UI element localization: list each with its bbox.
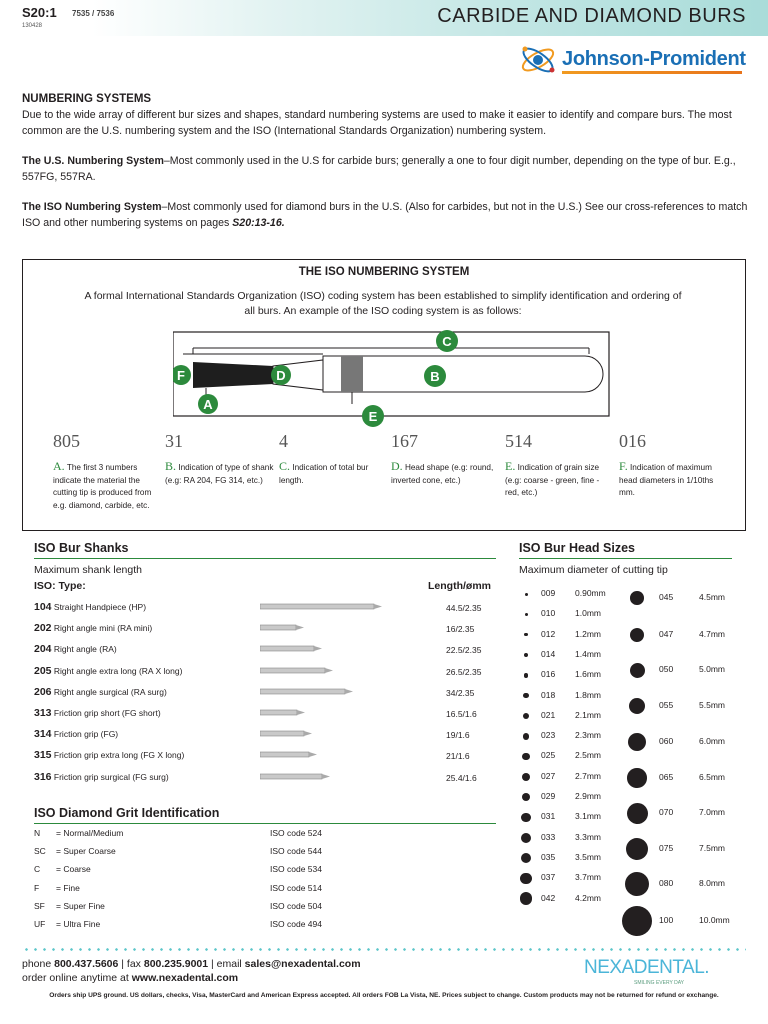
marker-C — [436, 330, 458, 352]
head-size-code: 021 — [541, 709, 556, 720]
shank-image-icon — [260, 750, 390, 760]
shank-length: 19/1.6 — [446, 730, 470, 741]
head-size-code: 027 — [541, 770, 556, 781]
grit-name: = Normal/Medium — [56, 828, 124, 838]
head-size-code: 025 — [541, 750, 556, 761]
iso-code-text: The first 3 numbers indicate the material the cutting tip is produced from e.g. diamond, carbide, etc. — [53, 463, 152, 510]
head-size-dot — [630, 591, 644, 605]
head-size-mm: 10.0mm — [699, 915, 730, 925]
shank-image-icon — [260, 687, 390, 697]
phone-number[interactable]: 800.437.5606 — [54, 958, 119, 970]
iso-box-title: THE ISO NUMBERING SYSTEM — [298, 266, 470, 278]
iso-code-column — [279, 431, 389, 487]
shank-image-icon — [260, 772, 390, 782]
head-size-row — [519, 649, 629, 667]
iso-code-number: 31 — [165, 431, 183, 451]
head-size-dot — [521, 853, 532, 864]
phone-label: phone — [22, 958, 55, 970]
grit-code: N — [34, 828, 41, 838]
shank-row — [34, 622, 494, 643]
doc-date: 130428 — [22, 23, 43, 29]
head-size-mm: 2.5mm — [575, 750, 601, 761]
fax-number: 800.235.9001 — [143, 958, 209, 970]
head-size-code: 055 — [659, 700, 674, 710]
head-size-dot — [520, 873, 531, 884]
shanks-type-header: ISO: Type: — [34, 580, 86, 592]
page-title: CARBIDE AND DIAMOND BURS — [437, 5, 746, 27]
iso-code-letter: C. — [279, 459, 291, 473]
shank-iso-number: 314 — [34, 728, 52, 741]
head-size-mm: 6.0mm — [699, 736, 725, 746]
shank-length: 22.5/2.35 — [446, 645, 482, 656]
head-size-row — [519, 791, 629, 809]
head-size-dot — [522, 753, 530, 761]
grit-code: F — [34, 882, 40, 893]
grit-code: SF — [34, 900, 45, 911]
shank-iso-number: 104 — [34, 601, 52, 613]
head-size-mm: 4.2mm — [575, 892, 601, 903]
iso-code-letter: F. — [619, 459, 628, 473]
head-size-mm: 8.0mm — [699, 878, 725, 888]
intro-section — [22, 92, 752, 245]
iso-code-number: 167 — [391, 431, 418, 451]
head-size-code: 050 — [659, 664, 674, 674]
head-size-mm: 3.5mm — [575, 851, 601, 862]
fax-label: | fax — [118, 958, 144, 970]
shank-type-name: Friction grip short (FG short) — [53, 708, 161, 718]
shank-row — [34, 665, 494, 686]
grit-iso-code: ISO code 504 — [270, 900, 322, 911]
us-system-paragraph — [22, 153, 752, 185]
grit-row — [34, 864, 474, 882]
head-size-dot — [626, 838, 649, 861]
iso-system-paragraph — [22, 199, 752, 231]
head-size-dot — [522, 773, 530, 781]
grit-name: = Super Fine — [56, 900, 105, 911]
us-system-text: –Most commonly used in the U.S for carbide burs; generally a one to four digit number, depending on the type of bur. E.g., 557FG, 557RA. — [22, 155, 736, 183]
shank-iso-number: 205 — [34, 664, 52, 677]
iso-code-text: Head shape (e.g: round, inverted cone, etc.) — [391, 463, 494, 485]
head-size-dot — [629, 698, 646, 715]
head-size-code: 029 — [541, 791, 556, 801]
order-label: order online anytime at — [22, 972, 132, 984]
shank-length: 21/1.6 — [446, 751, 470, 762]
heads-title: ISO Bur Head Sizes — [519, 541, 636, 555]
grit-row — [34, 883, 474, 901]
head-size-dot — [522, 793, 531, 802]
head-size-code: 042 — [541, 892, 556, 903]
shanks-length-header: Length/ømm — [428, 580, 491, 592]
shank-type-name: Right angle extra long (RA X long) — [53, 665, 183, 676]
head-size-mm: 2.9mm — [575, 791, 601, 801]
shank-row — [34, 707, 494, 728]
head-size-code: 065 — [659, 772, 674, 782]
head-size-code: 070 — [659, 807, 674, 817]
head-size-mm: 3.7mm — [575, 872, 601, 883]
head-size-dot — [524, 653, 528, 657]
head-size-dot — [628, 733, 646, 751]
head-size-row — [519, 750, 629, 768]
email-label: | email — [208, 958, 245, 970]
footer-dotted-rule — [22, 948, 746, 951]
grit-rule — [34, 823, 496, 824]
head-size-dot — [523, 693, 528, 698]
iso-code-text: Indication of grain size (e.g: coarse - green, fine - red, etc.) — [505, 463, 600, 497]
shank-row — [34, 601, 494, 622]
head-size-dot — [525, 613, 528, 616]
head-size-dot — [520, 892, 533, 905]
head-size-mm: 1.4mm — [575, 648, 601, 659]
svg-text:B: B — [430, 369, 440, 384]
iso-code-description — [53, 460, 163, 512]
johnson-promident-logo — [518, 40, 748, 80]
shank-length: 44.5/2.35 — [446, 603, 482, 613]
head-size-row — [519, 669, 629, 687]
head-size-mm: 4.5mm — [699, 592, 725, 602]
grit-iso-code: ISO code 534 — [270, 864, 322, 875]
iso-pages-link[interactable]: S20:13-16. — [232, 217, 285, 229]
head-size-mm: 1.6mm — [575, 669, 601, 680]
shank-length: 26.5/2.35 — [446, 666, 482, 677]
marker-D — [271, 365, 291, 385]
shank-type-name: Friction grip extra long (FG X long) — [53, 750, 185, 761]
head-size-code: 010 — [541, 608, 556, 619]
shank-row — [34, 686, 494, 707]
head-size-row — [621, 772, 731, 790]
grit-code: C — [34, 864, 41, 875]
head-size-dot — [521, 813, 530, 822]
head-size-mm: 5.0mm — [699, 664, 725, 674]
order-line — [22, 972, 238, 984]
iso-system-label: The ISO Numbering System — [22, 201, 162, 213]
head-size-mm: 6.5mm — [699, 772, 725, 782]
shank-image-icon — [260, 644, 390, 654]
iso-code-letter: B. — [165, 459, 177, 473]
grit-code: SC — [34, 846, 46, 857]
grit-iso-code: ISO code 544 — [270, 846, 322, 857]
iso-code-number: 805 — [53, 431, 80, 451]
shank-length: 25.4/1.6 — [446, 772, 477, 783]
page-code: S20:1 — [22, 5, 57, 20]
head-size-dot — [523, 713, 529, 719]
iso-code-description — [279, 460, 389, 487]
head-size-mm: 1.0mm — [575, 608, 601, 619]
head-size-code: 023 — [541, 730, 556, 741]
head-size-code: 075 — [659, 843, 674, 853]
head-size-code: 100 — [659, 915, 674, 925]
shank-type-name: Straight Handpiece (HP) — [53, 602, 147, 612]
heads-subtitle: Maximum diameter of cutting tip — [519, 564, 668, 576]
iso-code-description — [619, 460, 729, 500]
head-size-row — [519, 690, 629, 708]
marker-B — [424, 365, 446, 387]
head-size-row — [621, 664, 731, 682]
intro-paragraph: Due to the wide array of different bur sizes and shapes, standard numbering systems are used to make it easier to identify and compare burs. The most common are the U.S. numbering system and the ISO (International Standards Organization) numbering system. — [22, 109, 732, 137]
head-size-code: 045 — [659, 592, 674, 602]
logo-text: Johnson-Promident — [562, 48, 746, 70]
shank-image-icon — [260, 666, 390, 676]
nexadental-tagline: SMILING EVERY DAY — [634, 980, 685, 986]
shank-row — [34, 749, 494, 770]
marker-A — [198, 394, 218, 414]
iso-code-column — [505, 431, 615, 500]
svg-text:D: D — [276, 368, 286, 383]
shank-image-icon — [260, 602, 390, 612]
head-size-dot — [627, 803, 648, 824]
head-size-row — [519, 608, 629, 626]
atom-logo-icon — [518, 40, 560, 80]
iso-code-column — [619, 431, 729, 500]
head-size-row — [621, 915, 731, 933]
shank-iso-number: 202 — [34, 622, 52, 635]
head-size-mm: 2.7mm — [575, 770, 601, 781]
head-size-code: 080 — [659, 878, 674, 888]
nexadental-wordmark: NEXADENTAL. — [584, 957, 710, 978]
iso-code-column — [53, 431, 163, 512]
iso-code-number: 016 — [619, 431, 646, 451]
shank-image-icon — [260, 729, 390, 739]
grit-title: ISO Diamond Grit Identification — [34, 806, 220, 820]
shank-type-name: Friction grip (FG) — [53, 729, 119, 740]
iso-code-text: Indication of total bur length. — [279, 463, 369, 485]
iso-code-number: 4 — [279, 431, 288, 451]
grit-iso-code: ISO code 514 — [270, 882, 322, 893]
svg-text:E: E — [368, 409, 378, 424]
grit-row — [34, 919, 474, 937]
shank-type-name: Friction grip surgical (FG surg) — [53, 771, 169, 782]
head-size-row — [519, 629, 629, 647]
shank-iso-number: 316 — [34, 770, 52, 783]
head-size-row — [621, 629, 731, 647]
iso-code-letter: A. — [53, 459, 65, 473]
head-size-code: 031 — [541, 811, 556, 822]
shank-type-name: Right angle mini (RA mini) — [53, 623, 153, 634]
website-link[interactable]: www.nexadental.com — [131, 972, 239, 984]
head-size-row — [519, 832, 629, 850]
head-size-dot — [524, 633, 528, 637]
head-size-row — [519, 811, 629, 829]
shank-length: 34/2.35 — [446, 687, 475, 698]
iso-code-description — [165, 460, 275, 487]
numbering-heading: NUMBERING SYSTEMS — [22, 93, 152, 105]
shank-image-icon — [260, 623, 390, 633]
head-size-mm: 3.1mm — [575, 811, 601, 822]
iso-code-number: 514 — [505, 431, 532, 451]
shank-iso-number: 315 — [34, 749, 52, 762]
head-size-dot — [625, 872, 649, 896]
shank-image-icon — [260, 708, 390, 718]
head-size-row — [621, 807, 731, 825]
marker-E — [362, 405, 384, 427]
head-size-mm: 3.3mm — [575, 831, 601, 842]
head-size-mm: 4.7mm — [699, 629, 725, 639]
head-size-row — [621, 843, 731, 861]
head-size-mm: 0.90mm — [575, 588, 606, 598]
iso-box-description: A formal International Standards Organization (ISO) coding system has been established to simplify identification and ordering of all burs. An example of the ISO coding system is as follows: — [84, 290, 682, 317]
grit-iso-code: ISO code 524 — [270, 828, 322, 838]
head-size-mm: 2.3mm — [575, 730, 601, 741]
shanks-subtitle: Maximum shank length — [34, 564, 142, 576]
svg-text:A: A — [203, 397, 213, 412]
head-size-mm: 1.2mm — [575, 628, 601, 639]
svg-text:C: C — [442, 334, 452, 349]
grit-row — [34, 846, 474, 864]
nexadental-logo — [584, 955, 734, 989]
head-size-code: 035 — [541, 851, 556, 862]
head-size-dot — [630, 628, 644, 642]
shanks-title: ISO Bur Shanks — [34, 541, 129, 555]
grit-name: = Fine — [56, 882, 80, 893]
shank-type-name: Right angle surgical (RA surg) — [53, 686, 167, 697]
head-size-dot — [524, 673, 529, 678]
head-size-code: 037 — [541, 872, 556, 883]
head-size-mm: 7.0mm — [699, 807, 725, 817]
iso-numbering-box — [22, 259, 746, 531]
head-size-code: 033 — [541, 831, 556, 842]
svg-text:F: F — [177, 368, 185, 383]
grit-name: = Super Coarse — [56, 846, 116, 857]
head-size-row — [519, 710, 629, 728]
grit-name: = Ultra Fine — [56, 919, 101, 929]
shank-type-name: Right angle (RA) — [53, 644, 117, 655]
contact-line — [22, 958, 361, 970]
shank-iso-number: 204 — [34, 643, 52, 656]
iso-code-letter: E. — [505, 459, 516, 473]
head-size-mm: 1.8mm — [575, 689, 601, 700]
head-size-row — [621, 736, 731, 754]
head-size-row — [519, 771, 629, 789]
head-size-dot — [523, 733, 530, 740]
marker-F — [173, 365, 191, 385]
head-size-code: 012 — [541, 628, 556, 639]
head-size-row — [519, 730, 629, 748]
catalog-codes: 7535 / 7536 — [72, 9, 115, 18]
us-system-label: The U.S. Numbering System — [22, 155, 164, 167]
head-size-row — [519, 872, 629, 890]
head-size-code: 018 — [541, 689, 556, 700]
head-size-row — [519, 588, 629, 606]
shank-length: 16.5/1.6 — [446, 709, 477, 719]
logo-underline — [562, 71, 742, 74]
iso-code-letter: D. — [391, 459, 403, 473]
head-size-dot — [525, 593, 528, 596]
head-size-row — [621, 592, 731, 610]
head-size-dot — [622, 906, 652, 936]
shank-row — [34, 771, 494, 792]
head-size-row — [519, 852, 629, 870]
head-size-mm: 7.5mm — [699, 843, 725, 853]
bur-diagram — [173, 330, 613, 430]
head-size-row — [621, 700, 731, 718]
iso-code-description — [505, 460, 615, 500]
head-size-code: 014 — [541, 648, 556, 659]
shank-row — [34, 728, 494, 749]
iso-code-description — [391, 460, 501, 487]
head-size-code: 060 — [659, 736, 674, 746]
shank-iso-number: 313 — [34, 707, 52, 719]
iso-system-text: –Most commonly used for diamond burs in the U.S. (Also for carbides, but not in the U.S.) See our cross-references to match ISO and other numbering systems on pages — [22, 201, 748, 229]
head-size-dot — [630, 663, 645, 678]
head-size-mm: 5.5mm — [699, 700, 725, 710]
head-size-row — [519, 893, 629, 911]
grit-code: UF — [34, 919, 46, 929]
head-size-mm: 2.1mm — [575, 709, 601, 720]
grit-row — [34, 901, 474, 919]
head-size-dot — [521, 833, 531, 843]
shank-row — [34, 643, 494, 664]
iso-code-column — [165, 431, 275, 487]
grit-row — [34, 828, 474, 846]
grit-name: = Coarse — [56, 864, 91, 875]
shanks-rule — [34, 558, 496, 559]
heads-rule — [519, 558, 732, 559]
iso-code-text: Indication of maximum head diameters in 1/10ths mm. — [619, 463, 714, 497]
head-size-code: 009 — [541, 588, 556, 598]
shank-length: 16/2.35 — [446, 624, 475, 635]
head-size-row — [621, 878, 731, 896]
iso-code-text: Indication of type of shank (e.g: RA 204, FG 314, etc.) — [165, 463, 274, 485]
email-link[interactable]: sales@nexadental.com — [244, 958, 361, 970]
iso-code-column — [391, 431, 501, 487]
head-size-code: 016 — [541, 669, 556, 680]
terms-fineprint: Orders ship UPS ground. US dollars, checks, Visa, MasterCard and American Express accepted. All orders FOB La Vista, NE. Prices subject to change. Custom products may not be returned for refund or exchange. — [49, 992, 719, 999]
shank-iso-number: 206 — [34, 685, 52, 698]
grit-iso-code: ISO code 494 — [270, 919, 322, 929]
head-size-code: 047 — [659, 629, 674, 639]
head-size-dot — [627, 768, 647, 788]
